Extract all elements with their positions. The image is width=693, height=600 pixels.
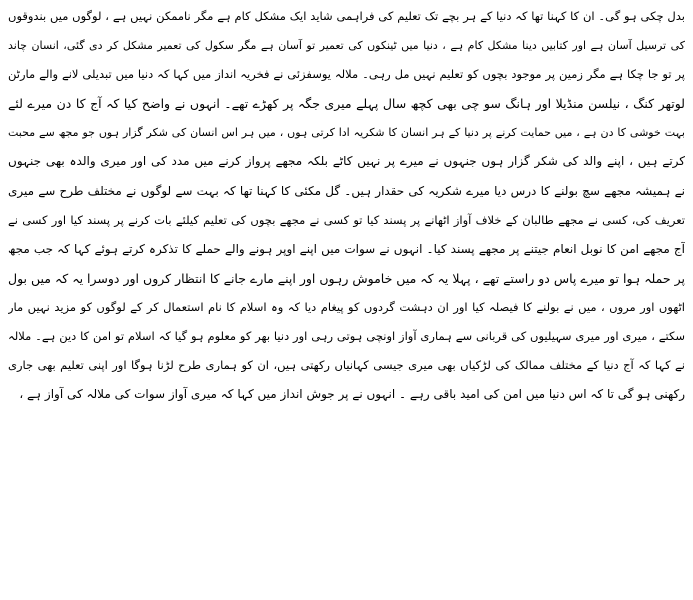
text-line: لوتھر کنگ ، نیلسن منڈیلا اور ہانگ سو چی بھی کچھ سال پہلے میری جگہ پر کھڑے تھے۔ انہوں نے واضح کیا کہ آج کا دن میرے لئے xyxy=(8,96,685,112)
text-line: تعریف کی، کسی نے مجھے طالبان کے خلاف آواز اٹھانے پر پسند کیا تو کسی نے مجھے بچوں کی تعلیم کیلئے بات کرنے پر پسند کیا اور کسی نے xyxy=(8,212,685,227)
text-line: سکتے ، میری اور میری سہیلیوں کی قربانی سے ہماری آواز اونچی ہوتی رہی اور دنیا بھر کو معلوم ہو گیا کہ اسلام تو امن کا دین ہے۔ ملالہ xyxy=(8,329,685,344)
text-line: پر تو جا چکا ہے مگر زمین پر موجود بچوں کو تعلیم نہیں مل رہی۔ ملالہ یوسفزئی نے فخریہ انداز میں کہا کہ دنیا میں تبدیلی لانے والے مارٹن xyxy=(8,67,685,82)
text-line: کرتے ہیں ، اپنے والد کی شکر گزار ہوں جنہوں نے میرے پر نہیں کاٹے بلکہ مجھے پرواز کرنے میں مدد کی اور میری والدہ بھی جنہوں xyxy=(8,154,685,169)
text-line: نے کہا کہ آج دنیا کے مختلف ممالک کی لڑکیاں بھی میری جیسی کہانیاں رکھتی ہیں، ان کو ہماری طرح لڑنا ہوگا اور اپنی تعلیم بھی جاری xyxy=(8,358,685,373)
text-line: نے ہمیشہ مجھے سچ بولنے کا درس دیا میرے شکریہ کی حقدار ہیں۔ گل مکئی کا کہنا تھا کہ بہت سے لوگوں نے مختلف طرح سے میری xyxy=(8,183,685,198)
text-line: آج مجھے امن کا نوبل انعام جیتنے پر مجھے پسند کیا۔ انہوں نے سوات میں اپنے اوپر ہونے والے حملے کا تذکرہ کرتے ہوئے کہا کہ جب مجھ xyxy=(8,241,685,256)
text-line: اٹھوں اور مروں ، میں نے بولنے کا فیصلہ کیا اور ان دہشت گردوں کو پیغام دیا کہ وہ اسلام کا نام استعمال کر کے لوگوں کو مزید نہیں مار xyxy=(8,299,685,314)
text-line: بدل چکی ہو گی۔ ان کا کہنا تھا کہ دنیا کے ہر بچے تک تعلیم کی فراہمی شاید ایک مشکل کام ہے مگر ناممکن نہیں ہے ، لوگوں میں بندوقوں xyxy=(8,9,685,23)
text-line: کی ترسیل آسان ہے اور کتابیں دینا مشکل کام ہے ، دنیا میں ٹینکوں کی تعمیر تو آسان ہے مگر سکول کی تعمیر مشکل کر دی گئی، انسان چاند xyxy=(8,39,685,53)
text-line: بہت خوشی کا دن ہے ، میں حمایت کرنے پر دنیا کے ہر انسان کا شکریہ ادا کرتی ہوں ، میں ہر اس انسان کی شکر گزار ہوں جو مجھ سے محبت xyxy=(8,126,685,140)
text-line: رکھنی ہو گی تا کہ اس دنیا میں امن کی امید باقی رہے ۔ انہوں نے پر جوش انداز میں کہا کہ میری آواز سوات کی ملالہ کی آواز ہے ، xyxy=(19,387,685,402)
text-line: پر حملہ ہوا تو میرے پاس دو راستے تھے ، پہلا یہ کہ میں خاموش رہوں اور اپنے مارے جانے کا انتظار کروں اور دوسرا یہ کہ میں بول xyxy=(8,270,685,286)
